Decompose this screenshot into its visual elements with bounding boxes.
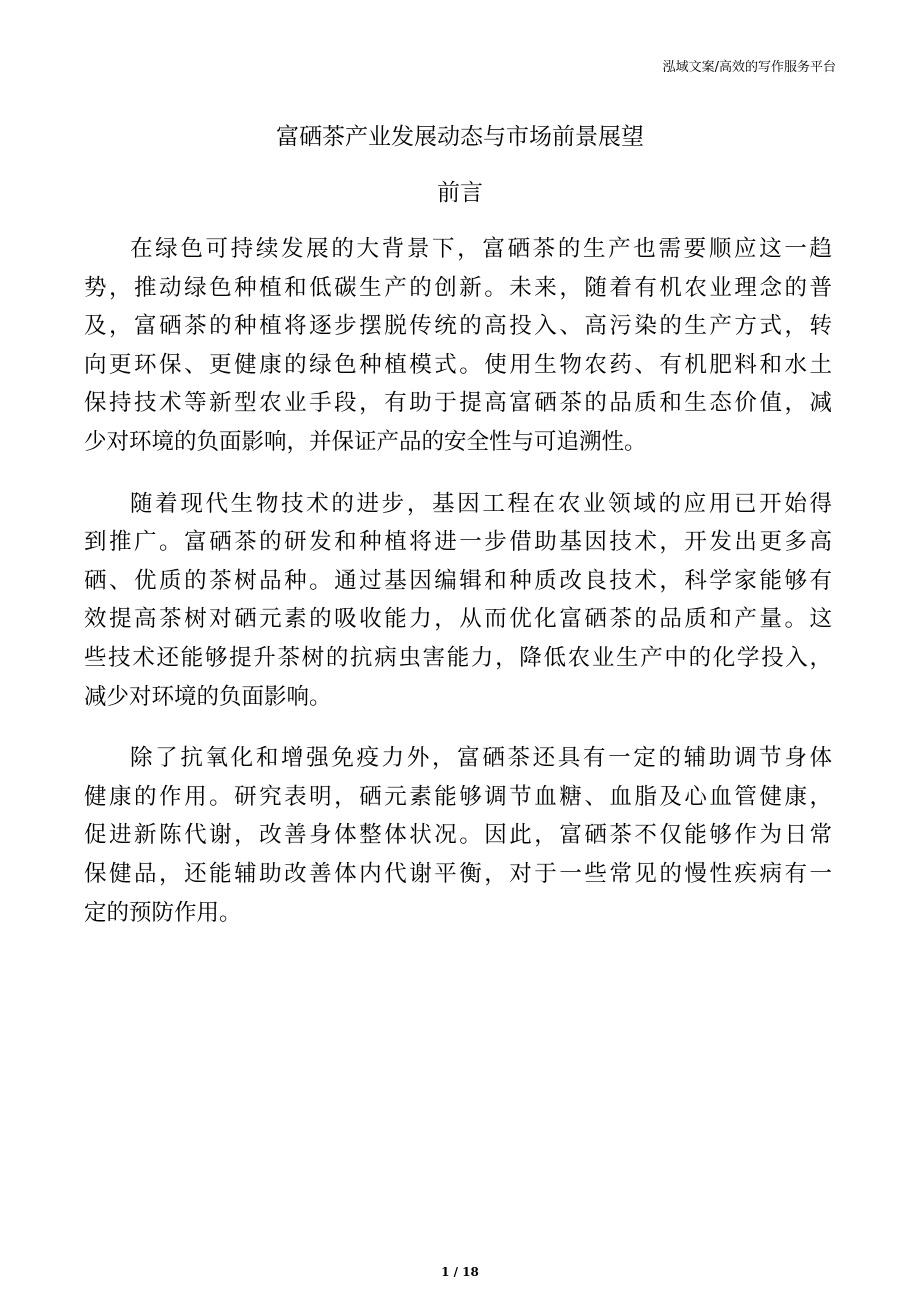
text-line: 向更环保、更健康的绿色种植模式。使用生物农药、有机肥料和水土 (84, 351, 832, 378)
text-line: 到推广。富硒茶的研发和种植将进一步借助基因技术，开发出更多高 (84, 529, 832, 556)
page-number: 1 / 18 (441, 1265, 479, 1279)
text-line: 保健品，还能辅助改善体内代谢平衡，对于一些常见的慢性疾病有一 (84, 860, 832, 887)
text-line: 促进新陈代谢，改善身体整体状况。因此，富硒茶不仅能够作为日常 (84, 822, 832, 849)
text-line: 效提高茶树对硒元素的吸收能力，从而优化富硒茶的品质和产量。这 (84, 606, 832, 633)
document-body (84, 230, 832, 955)
text-line: 些技术还能够提升茶树的抗病虫害能力，降低农业生产中的化学投入， (84, 644, 832, 671)
paragraph (84, 739, 832, 932)
section-title: 前言 (437, 180, 483, 206)
text-line: 在绿色可持续发展的大背景下，富硒茶的生产也需要顺应这一趋 (130, 236, 832, 262)
document-title: 富硒茶产业发展动态与市场前景展望 (276, 124, 644, 150)
text-line: 定的预防作用。 (84, 899, 242, 926)
text-line: 势，推动绿色种植和低碳生产的创新。未来，随着有机农业理念的普 (84, 274, 832, 301)
text-line: 保持技术等新型农业手段，有助于提高富硒茶的品质和生态价值，减 (84, 390, 832, 417)
paragraph (84, 230, 832, 462)
header-brand: 泓域文案/高效的写作服务平台 (662, 60, 836, 75)
text-line: 硒、优质的茶树品种。通过基因编辑和种质改良技术，科学家能够有 (84, 567, 832, 594)
paragraph (84, 485, 832, 717)
text-line: 减少对环境的负面影响。 (84, 683, 332, 710)
text-line: 随着现代生物技术的进步，基因工程在农业领域的应用已开始得 (130, 490, 832, 517)
text-line: 除了抗氧化和增强免疫力外，富硒茶还具有一定的辅助调节身体 (130, 745, 832, 772)
text-line: 健康的作用。研究表明，硒元素能够调节血糖、血脂及心血管健康， (84, 783, 832, 810)
text-line: 少对环境的负面影响，并保证产品的安全性与可追溯性。 (84, 428, 647, 455)
text-line: 及，富硒茶的种植将逐步摆脱传统的高投入、高污染的生产方式，转 (84, 313, 832, 340)
